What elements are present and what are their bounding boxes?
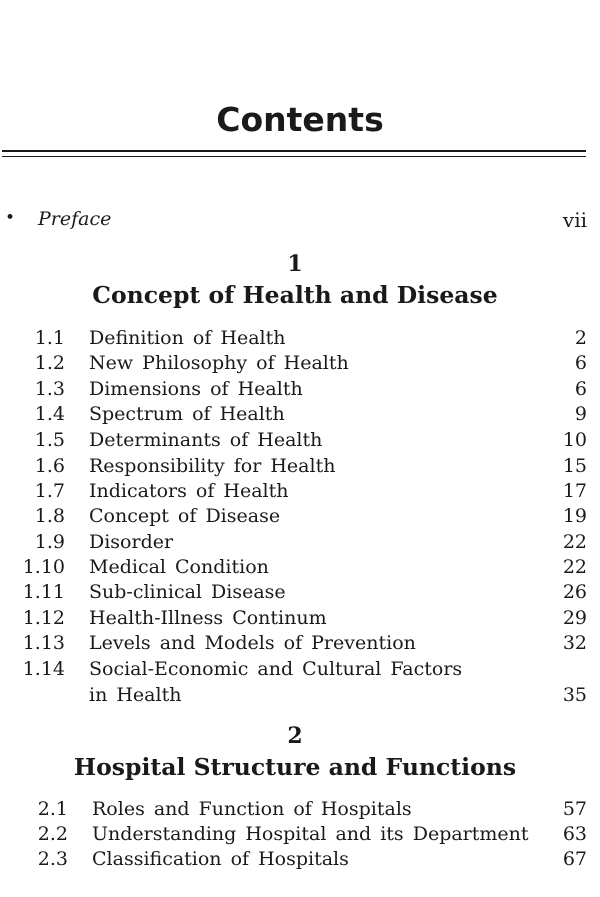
section-number: 1.14 [22,658,65,680]
chapter-number: 1 [287,251,303,277]
toc-entry[interactable] [0,504,600,529]
toc-entry[interactable] [0,402,600,427]
section-number: 1.10 [22,556,65,578]
toc-entry[interactable] [0,847,600,872]
section-number: 1.1 [34,327,65,349]
section-number: 2.2 [37,823,68,845]
toc-entry[interactable] [0,657,600,682]
page-number: 57 [562,798,587,820]
toc-entry[interactable] [0,822,600,847]
section-number: 1.13 [22,632,65,654]
toc-entry[interactable] [0,606,600,631]
toc-entry[interactable] [0,428,600,453]
section-number: 2.3 [37,848,68,870]
toc-entry[interactable] [0,454,600,479]
page-title: Contents [216,100,384,139]
section-title: Responsibility for Health [89,455,336,477]
section-title-continued: in Health [89,684,182,706]
section-title: Roles and Function of Hospitals [92,798,412,820]
title-rule-thin [2,156,586,157]
section-title: Medical Condition [89,556,269,578]
page-number: 32 [562,632,587,654]
section-title: Sub-clinical Disease [89,581,286,603]
preface-label: Preface [38,208,112,230]
section-title: New Philosophy of Health [89,352,349,374]
section-number: 1.11 [22,581,65,603]
toc-entry[interactable] [0,631,600,656]
section-title: Disorder [89,531,174,553]
section-title: Spectrum of Health [89,403,285,425]
section-title: Levels and Models of Prevention [89,632,416,654]
section-number: 1.12 [22,607,65,629]
section-number: 1.2 [34,352,65,374]
page-number: 19 [562,505,587,527]
toc-entry[interactable] [0,377,600,402]
toc-entry[interactable] [0,580,600,605]
page-number: 6 [574,378,587,400]
page-number: 29 [562,607,587,629]
toc-entry[interactable] [0,530,600,555]
toc-entry[interactable] [0,326,600,351]
title-rule-thick [2,150,586,152]
page-number: 63 [562,823,587,845]
page-number: 9 [574,403,587,425]
section-number: 1.8 [34,505,65,527]
section-title: Classification of Hospitals [92,848,349,870]
section-title: Social-Economic and Cultural Factors [89,658,463,680]
chapter-title: Hospital Structure and Functions [73,753,517,781]
chapter-number: 2 [287,723,303,749]
page-number: 15 [562,455,587,477]
page-number: 2 [574,327,587,349]
toc-entry[interactable] [0,479,600,504]
section-title: Indicators of Health [89,480,289,502]
section-number: 1.4 [34,403,65,425]
preface-entry[interactable] [0,206,600,236]
section-number: 1.9 [34,531,65,553]
page-number: 26 [562,581,587,603]
section-title: Definition of Health [89,327,286,349]
page-number: 67 [562,848,587,870]
bullet-icon: • [5,208,16,228]
section-number: 1.6 [34,455,65,477]
preface-page-number: vii [562,208,587,232]
chapter-title: Concept of Health and Disease [92,281,498,309]
section-title: Health-Illness Continum [89,607,327,629]
page-number: 22 [562,531,587,553]
section-title: Understanding Hospital and its Department [92,823,529,845]
page-number: 17 [562,480,587,502]
page-number: 10 [562,429,587,451]
toc-entry[interactable] [0,555,600,580]
page-number: 22 [562,556,587,578]
section-number: 1.3 [34,378,65,400]
toc-entry-continuation[interactable] [0,683,600,708]
section-title: Dimensions of Health [89,378,303,400]
page-number: 6 [574,352,587,374]
section-number: 2.1 [37,798,68,820]
page-number: 35 [562,684,587,706]
section-number: 1.7 [34,480,65,502]
section-number: 1.5 [34,429,65,451]
section-title: Concept of Disease [89,505,281,527]
toc-entry[interactable] [0,797,600,822]
toc-entry[interactable] [0,351,600,376]
section-title: Determinants of Health [89,429,323,451]
